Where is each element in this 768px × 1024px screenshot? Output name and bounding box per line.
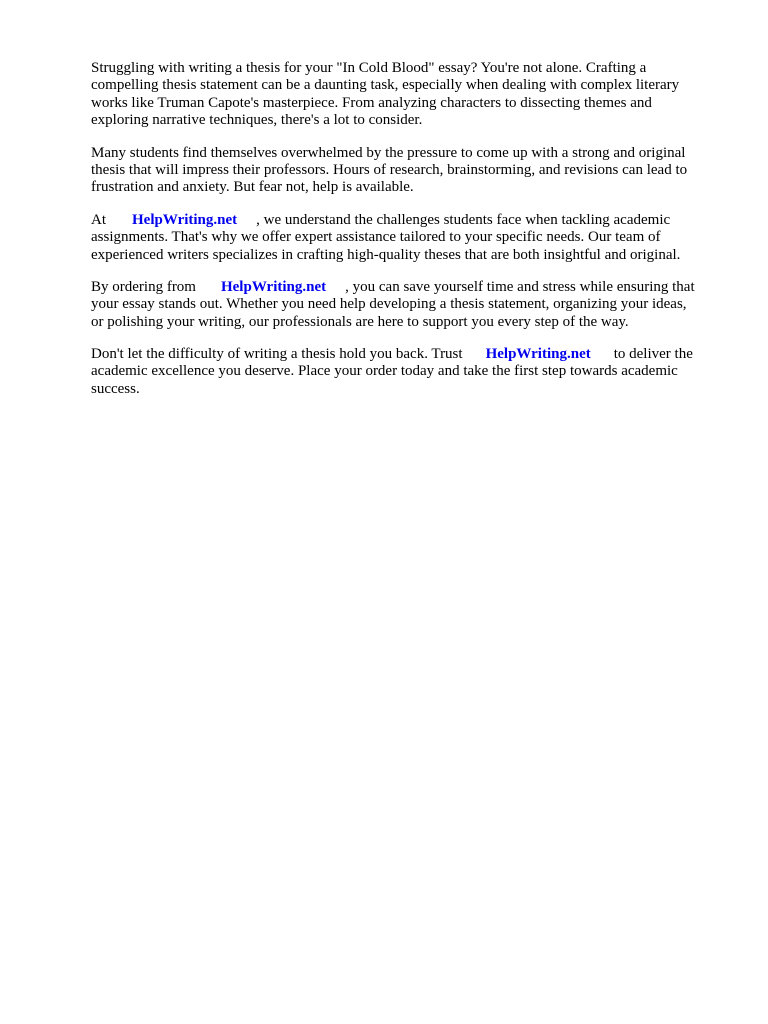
text-line: assignments. That's why we offer expert assistance tailored to your specific needs. Our team of — [91, 229, 661, 246]
helpwriting-link[interactable]: HelpWriting.net — [485, 346, 591, 363]
text-line: your essay stands out. Whether you need help developing a thesis statement, organizing your ideas, — [91, 296, 687, 313]
helpwriting-link[interactable]: HelpWriting.net — [132, 211, 238, 228]
text-line — [91, 346, 721, 363]
text-line: works like Truman Capote's masterpiece. From analyzing characters to dissecting themes and — [91, 94, 652, 111]
paragraph-ordering — [91, 279, 721, 331]
text-line: academic excellence you deserve. Place your order today and take the first step towards academic — [91, 363, 678, 380]
paragraph-students — [91, 145, 721, 197]
paragraph-intro — [91, 60, 721, 130]
helpwriting-link[interactable]: HelpWriting.net — [220, 278, 327, 295]
text-line: exploring narrative techniques, there's a lot to consider. — [91, 112, 423, 129]
text-line: experienced writers specializes in crafting high-quality theses that are both insightful and original. — [91, 246, 681, 263]
paragraph-closing — [91, 346, 721, 398]
document-body — [91, 60, 721, 413]
text-fragment: By ordering from — [91, 278, 196, 295]
text-line — [91, 279, 721, 296]
text-line: success. — [91, 380, 140, 397]
text-fragment: to deliver the — [613, 346, 693, 363]
text-line: compelling thesis statement can be a daunting task, especially when dealing with complex literary — [91, 77, 680, 94]
text-fragment: , you can save yourself time and stress while ensuring that — [345, 278, 695, 295]
paragraph-service — [91, 212, 721, 264]
text-fragment: Don't let the difficulty of writing a thesis hold you back. Trust — [91, 346, 463, 363]
text-line: thesis that will impress their professors. Hours of research, brainstorming, and revisions can lead to — [91, 161, 688, 178]
text-line: Struggling with writing a thesis for your "In Cold Blood" essay? You're not alone. Crafting a — [91, 60, 647, 76]
text-line: Many students find themselves overwhelmed by the pressure to come up with a strong and original — [91, 144, 686, 161]
text-fragment: , we understand the challenges students face when tackling academic — [256, 211, 671, 228]
text-line — [91, 212, 721, 229]
text-line: frustration and anxiety. But fear not, help is available. — [91, 179, 414, 196]
text-line: or polishing your writing, our professionals are here to support you every step of the way. — [91, 313, 629, 330]
text-fragment: At — [91, 211, 106, 228]
